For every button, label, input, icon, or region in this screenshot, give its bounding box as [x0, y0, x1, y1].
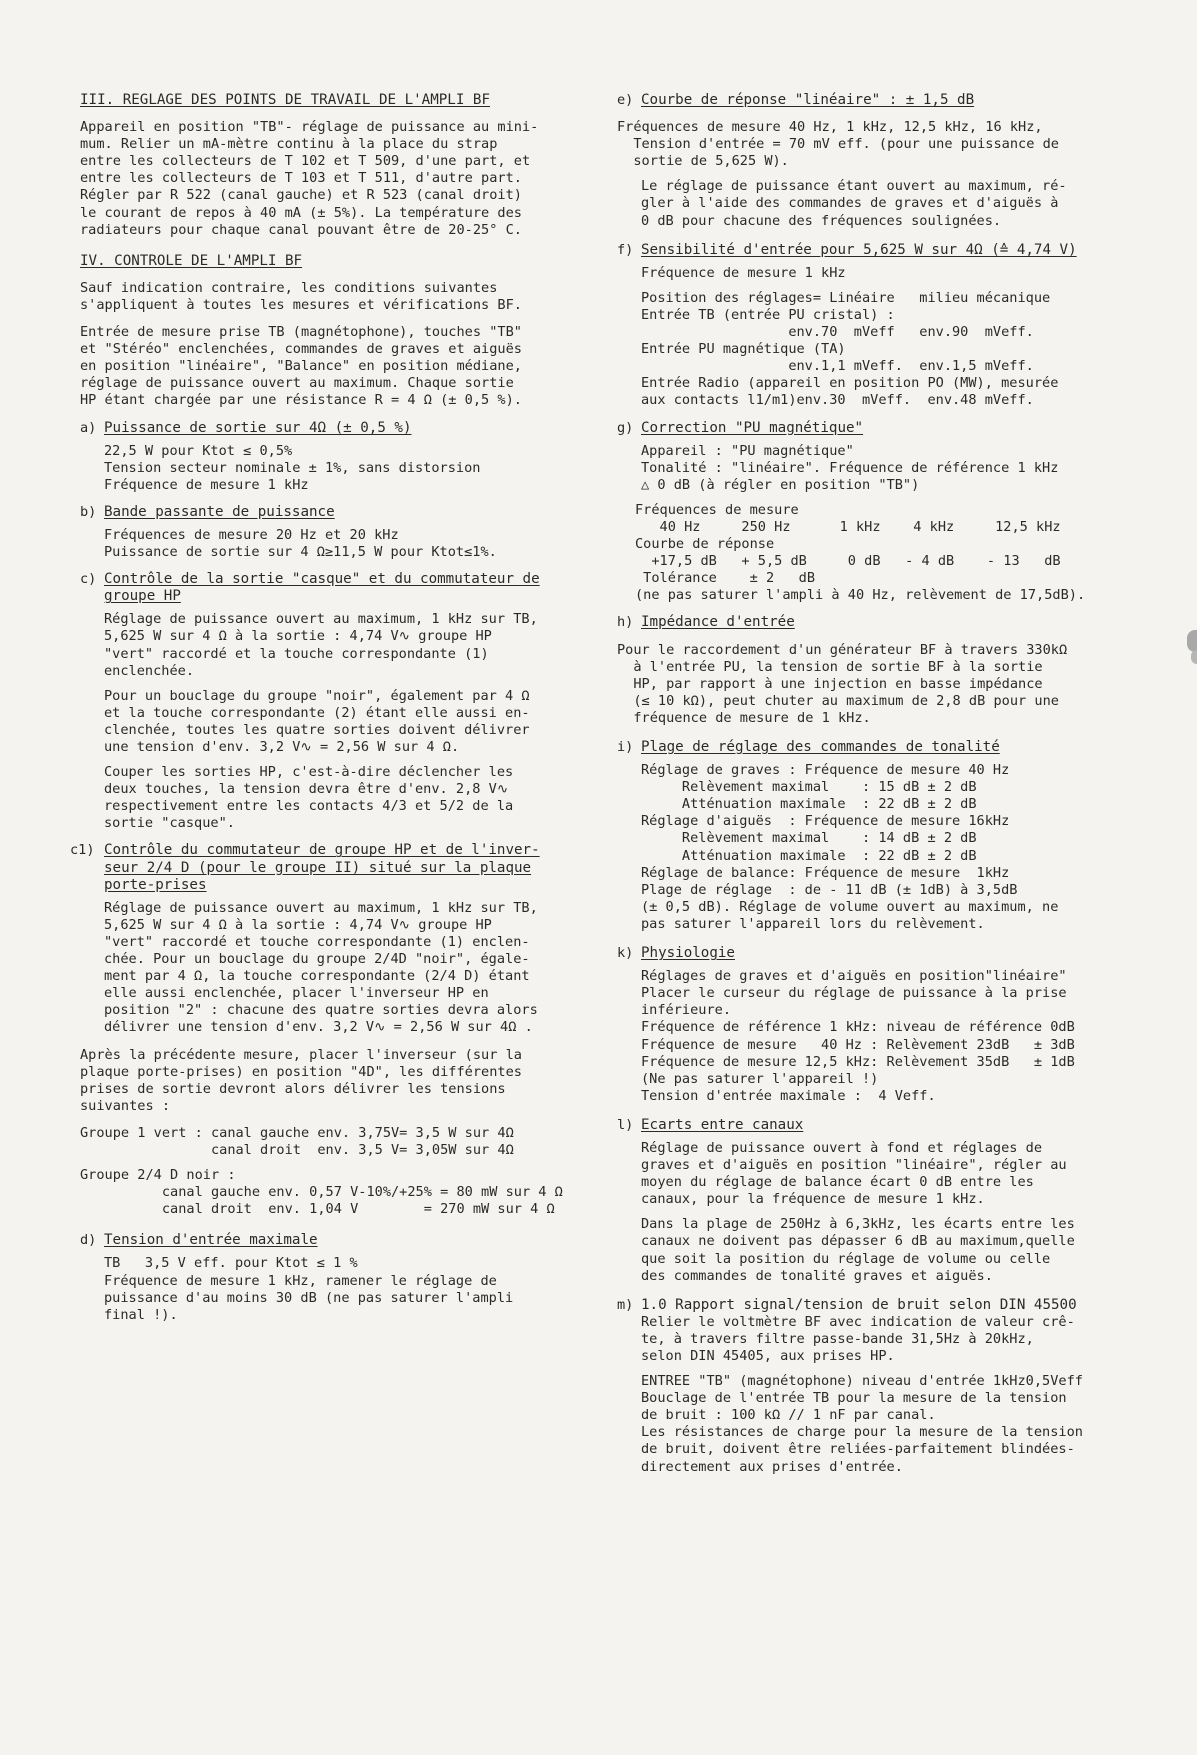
- scan-edge-mark: [1187, 630, 1197, 652]
- item-e-paragraph-1: Fréquences de mesure 40 Hz, 1 kHz, 12,5 kHz, 16 kHz, Tension d'entrée = 70 mV eff. (pour une puissance de sortie de 5,625 W).: [617, 119, 1059, 170]
- section-4-title: IV. CONTROLE DE L'AMPLI BF: [80, 252, 303, 269]
- item-c1-marker: c1): [70, 842, 95, 859]
- item-b-marker: b): [80, 503, 97, 520]
- item-m: [617, 1297, 1137, 1476]
- item-h: [617, 614, 1137, 631]
- item-c: [80, 571, 602, 832]
- item-l-title: Ecarts entre canaux: [641, 1116, 804, 1133]
- item-f-title: Sensibilité d'entrée pour 5,625 W sur 4Ω (≙ 4,74 V): [641, 241, 1077, 258]
- item-k-body: Réglages de graves et d'aiguës en position"linéaire" Placer le curseur du réglage de puissance à la prise inférieure. Fréquence de référence 1 kHz: niveau de référence 0dB Fréquence de mesure 40 Hz : Relèvement 23dB ± 3dB Fréquence de mesure 12,5 kHz: Relèvement 35dB ± 1dB (Ne pas saturer l'appareil !) Tension d'entrée maximale : 4 Veff.: [641, 968, 1075, 1104]
- item-h-body: Pour le raccordement d'un générateur BF à travers 330kΩ à l'entrée PU, la tension de sortie BF à la sortie HP, par rapport à une injection en basse impédance (≤ 10 kΩ), peut chuter au maximum de 2,8 dB pour une fréquence de mesure de 1 kHz.: [617, 641, 1068, 726]
- item-g-paragraph-2: Fréquences de mesure 40 Hz 250 Hz 1 kHz 4 kHz 12,5 kHz Courbe de réponse +17,5 dB + 5,5 dB 0 dB - 4 dB - 13 dB Tolérance ± 2 dB (ne pas saturer l'ampli à 40 Hz, relèvement de 17,5dB).: [635, 501, 1086, 604]
- group-2-values: Groupe 2/4 D noir : canal gauche env. 0,57 V-10%/+25% = 80 mW sur 4 Ω canal droit env. 1,04 V = 270 mW sur 4 Ω: [80, 1167, 563, 1218]
- item-f-paragraph-2: Position des réglages= Linéaire milieu mécanique Entrée TB (entrée PU cristal) : env.70 mVeff env.90 mVeff. Entrée PU magnétique (TA) env.1,1 mVeff. env.1,5 mVeff. Entrée Radio (appareil en position PO (MW), mesurée aux contacts l1/m1)env.30 mVeff. env.48 mVeff.: [641, 289, 1059, 409]
- item-c-marker: c): [80, 571, 97, 588]
- item-c-paragraph-1: Réglage de puissance ouvert au maximum, 1 kHz sur TB, 5,625 W sur 4 Ω à la sortie : 4,74 V∿ groupe HP "vert" raccordé et la touche correspondante (1) enclenchée.: [104, 611, 538, 679]
- section-3-body: Appareil en position "TB"- réglage de puissance au mini- mum. Relier un mA-mètre continu à la place du strap entre les collecteurs de T 102 et T 509, d'une part, et entre les collecteurs de T 103 et T 511, d'autre part. Régler par R 522 (canal gauche) et R 523 (canal droit) le courant de repos à 40 mA (± 5%). La température des radiateurs pour chaque canal pouvant être de 20-25° C.: [80, 119, 539, 238]
- item-l: [617, 1117, 1137, 1285]
- item-b: [80, 504, 602, 561]
- item-a-body: 22,5 W pour Ktot ≤ 0,5% Tension secteur nominale ± 1%, sans distorsion Fréquence de mesure 1 kHz: [104, 442, 481, 493]
- item-d-body: TB 3,5 V eff. pour Ktot ≤ 1 % Fréquence de mesure 1 kHz, ramener le réglage de puissance d'au moins 30 dB (ne pas saturer l'ampli final !).: [104, 1255, 514, 1323]
- item-d-marker: d): [80, 1232, 97, 1249]
- item-l-marker: l): [617, 1116, 634, 1133]
- item-m-paragraph-1: Relier le voltmètre BF avec indication de valeur crê- te, à travers filtre passe-bande 31,5Hz à 20kHz, selon DIN 45405, aux prises HP.: [641, 1313, 1075, 1364]
- item-g-title: Correction "PU magnétique": [641, 419, 864, 436]
- item-k-title: Physiologie: [641, 945, 735, 962]
- item-d: [80, 1232, 602, 1323]
- item-e-marker: e): [617, 92, 634, 108]
- item-l-paragraph-1: Réglage de puissance ouvert à fond et réglages de graves et d'aiguës en position "linéaire", régler au moyen du réglage de balance écart 0 dB entre les canaux, pour la fréquence de mesure 1 kHz.: [641, 1139, 1067, 1208]
- item-l-paragraph-2: Dans la plage de 250Hz à 6,3kHz, les écarts entre les canaux ne doivent pas dépasser 6 dB au maximum,quelle que soit la position du réglage de volume ou celle des commandes de tonalité graves et aiguës.: [641, 1216, 1075, 1284]
- item-c-paragraph-3: Couper les sorties HP, c'est-à-dire déclencher les deux touches, la tension devra être d'env. 2,8 V∿ respectivement entre les contacts 4/3 et 5/2 de la sortie "casque".: [104, 764, 514, 832]
- item-f-marker: f): [617, 241, 634, 258]
- item-m-marker: m): [617, 1296, 634, 1313]
- item-c1-paragraph-2: Après la précédente mesure, placer l'inverseur (sur la plaque porte-prises) en position "4D", les différentes prises de sortie devront alors délivrer les tensions suivantes :: [80, 1046, 522, 1114]
- item-f: [617, 242, 1137, 410]
- scan-edge-mark-2: [1191, 650, 1197, 664]
- item-a: [80, 420, 602, 494]
- item-i-body: Réglage de graves : Fréquence de mesure 40 Hz Relèvement maximal : 15 dB ± 2 dB Atténuation maximale : 22 dB ± 2 dB Réglage d'aiguës : Fréquence de mesure 16kHz Relèvement maximal : 14 dB ± 2 dB Atténuation maximale : 22 dB ± 2 dB Réglage de balance: Fréquence de mesure 1kHz Plage de réglage : de - 11 dB (± 1dB) à 3,5dB (± 0,5 dB). Réglage de volume ouvert au maximum, ne pas saturer l'appareil lors du relèvement.: [641, 762, 1059, 932]
- item-e-paragraph-2: Le réglage de puissance étant ouvert au maximum, ré- gler à l'aide des commandes de graves et d'aiguës à 0 dB pour chacune des fréquences soulignées.: [641, 178, 1067, 229]
- item-c-paragraph-2: Pour un bouclage du groupe "noir", également par 4 Ω et la touche correspondante (2) étant elle aussi en- clenchée, toutes les quatre sorties doivent délivrer une tension d'env. 3,2 V∿ = 2,56 W sur 4 Ω.: [104, 687, 530, 755]
- item-b-title: Bande passante de puissance: [104, 503, 335, 520]
- item-c1-title: Contrôle du commutateur de groupe HP et de l'inver- seur 2/4 D (pour le groupe II) situé sur la plaque porte-prises: [104, 842, 540, 893]
- item-e-title: Courbe de réponse "linéaire" : ± 1,5 dB: [641, 92, 975, 108]
- item-e: [617, 92, 1137, 109]
- left-column: [70, 92, 602, 1334]
- section-4-paragraph-2: Entrée de mesure prise TB (magnétophone), touches "TB" et "Stéréo" enclenchées, commandes de graves et aiguës en position "linéaire", "Balance" en position médiane, réglage de puissance ouvert au maximum. Chaque sortie HP étant chargée par une résistance R = 4 Ω (± 0,5 %).: [80, 324, 522, 409]
- item-a-marker: a): [80, 419, 97, 436]
- item-m-title: 1.0 Rapport signal/tension de bruit selon DIN 45500: [641, 1296, 1077, 1313]
- item-c1: [70, 842, 602, 1036]
- section-3-title: III. REGLAGE DES POINTS DE TRAVAIL DE L'AMPLI BF: [80, 92, 490, 108]
- item-i-marker: i): [617, 739, 634, 755]
- item-k-marker: k): [617, 945, 634, 962]
- item-i: [617, 739, 1137, 933]
- item-i-title: Plage de réglage des commandes de tonalité: [641, 739, 1000, 755]
- item-a-title: Puissance de sortie sur 4Ω (± 0,5 %): [104, 419, 412, 436]
- right-column: [617, 92, 1137, 1486]
- item-c1-paragraph-1: Réglage de puissance ouvert au maximum, 1 kHz sur TB, 5,625 W sur 4 Ω à la sortie : 4,74 V∿ groupe HP "vert" raccordé et touche correspondante (1) enclen- chée. Pour un bouclage du groupe 2/4D "noir", égale- ment par 4 Ω, la touche correspondante (2/4 D) étant elle aussi enclenchée, placer l'inverseur HP en position "2" : chacune des quatre sorties devra alors délivrer une tension d'env. 3,2 V∿ = 2,56 W sur 4Ω .: [104, 899, 538, 1036]
- item-f-paragraph-1: Fréquence de mesure 1 kHz: [641, 264, 846, 281]
- item-g-marker: g): [617, 419, 634, 436]
- group-1-values: Groupe 1 vert : canal gauche env. 3,75V= 3,5 W sur 4Ω canal droit env. 3,5 V= 3,05W sur 4Ω: [80, 1124, 514, 1158]
- item-d-title: Tension d'entrée maximale: [104, 1232, 318, 1249]
- item-k: [617, 945, 1137, 1105]
- item-g-paragraph-1: Appareil : "PU magnétique" Tonalité : "linéaire". Fréquence de référence 1 kHz △ 0 dB (à régler en position "TB"): [641, 442, 1059, 493]
- item-h-title: Impédance d'entrée: [641, 614, 795, 631]
- item-m-paragraph-2: ENTREE "TB" (magnétophone) niveau d'entrée 1kHz0,5Veff Bouclage de l'entrée TB pour la mesure de la tension de bruit : 100 kΩ // 1 nF par canal. Les résistances de charge pour la mesure de la tension de bruit, doivent être reliées-parfaitement blindées- directement aux prises d'entrée.: [641, 1373, 1083, 1475]
- item-b-body: Fréquences de mesure 20 Hz et 20 kHz Puissance de sortie sur 4 Ω≥11,5 W pour Ktot≤1%.: [104, 526, 497, 561]
- section-4-paragraph-1: Sauf indication contraire, les conditions suivantes s'appliquent à toutes les mesures et vérifications BF.: [80, 279, 522, 313]
- item-c-title: Contrôle de la sortie "casque" et du commutateur de groupe HP: [104, 571, 540, 605]
- item-g: [617, 420, 1137, 605]
- item-h-marker: h): [617, 614, 634, 631]
